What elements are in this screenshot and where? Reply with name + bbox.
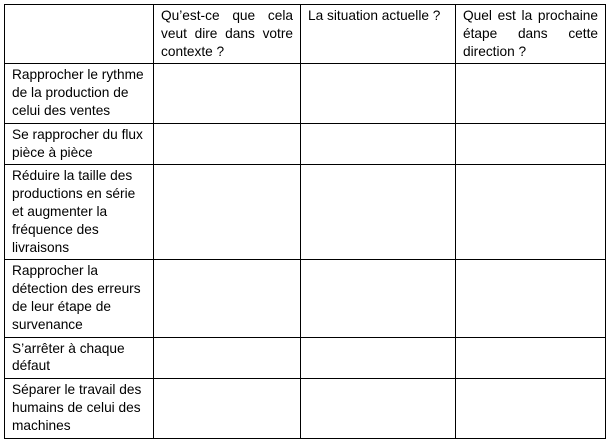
- row-meaning-cell[interactable]: [154, 337, 301, 379]
- row-label: Rapprocher la détection des erreurs de leur étape de survenance: [5, 260, 154, 337]
- header-cell-principle: [5, 5, 154, 64]
- row-meaning-cell[interactable]: [154, 64, 301, 123]
- row-current-cell[interactable]: [301, 337, 456, 379]
- row-meaning-cell[interactable]: [154, 379, 301, 438]
- row-next-step-cell[interactable]: [456, 64, 606, 123]
- row-meaning-cell[interactable]: [154, 165, 301, 260]
- worksheet-table: [4, 4, 606, 439]
- row-current-cell[interactable]: [301, 165, 456, 260]
- row-next-step-cell[interactable]: [456, 379, 606, 438]
- table-header-row: [5, 5, 606, 64]
- table-row: [5, 337, 606, 379]
- header-cell-next-step: Quel est la prochaine étape dans cette direction ?: [456, 5, 606, 64]
- row-next-step-cell[interactable]: [456, 260, 606, 337]
- row-current-cell[interactable]: [301, 64, 456, 123]
- row-label: S’arrêter à chaque défaut: [5, 337, 154, 379]
- row-label: Rapprocher le rythme de la production de celui des ventes: [5, 64, 154, 123]
- header-cell-meaning: Qu’est-ce que cela veut dire dans votre contexte ?: [154, 5, 301, 64]
- row-next-step-cell[interactable]: [456, 337, 606, 379]
- row-next-step-cell[interactable]: [456, 165, 606, 260]
- row-current-cell[interactable]: [301, 260, 456, 337]
- table-container: [4, 4, 605, 439]
- table-row: [5, 379, 606, 438]
- row-meaning-cell[interactable]: [154, 123, 301, 165]
- row-current-cell[interactable]: [301, 379, 456, 438]
- row-label: Se rapprocher du flux pièce à pièce: [5, 123, 154, 165]
- header-cell-current-situation: La situation actuelle ?: [301, 5, 456, 64]
- row-meaning-cell[interactable]: [154, 260, 301, 337]
- row-label: Réduire la taille des productions en série et augmenter la fréquence des livraisons: [5, 165, 154, 260]
- table-row: [5, 123, 606, 165]
- table-row: [5, 260, 606, 337]
- table-row: [5, 165, 606, 260]
- row-next-step-cell[interactable]: [456, 123, 606, 165]
- table-row: [5, 64, 606, 123]
- row-label: Séparer le travail des humains de celui des machines: [5, 379, 154, 438]
- row-current-cell[interactable]: [301, 123, 456, 165]
